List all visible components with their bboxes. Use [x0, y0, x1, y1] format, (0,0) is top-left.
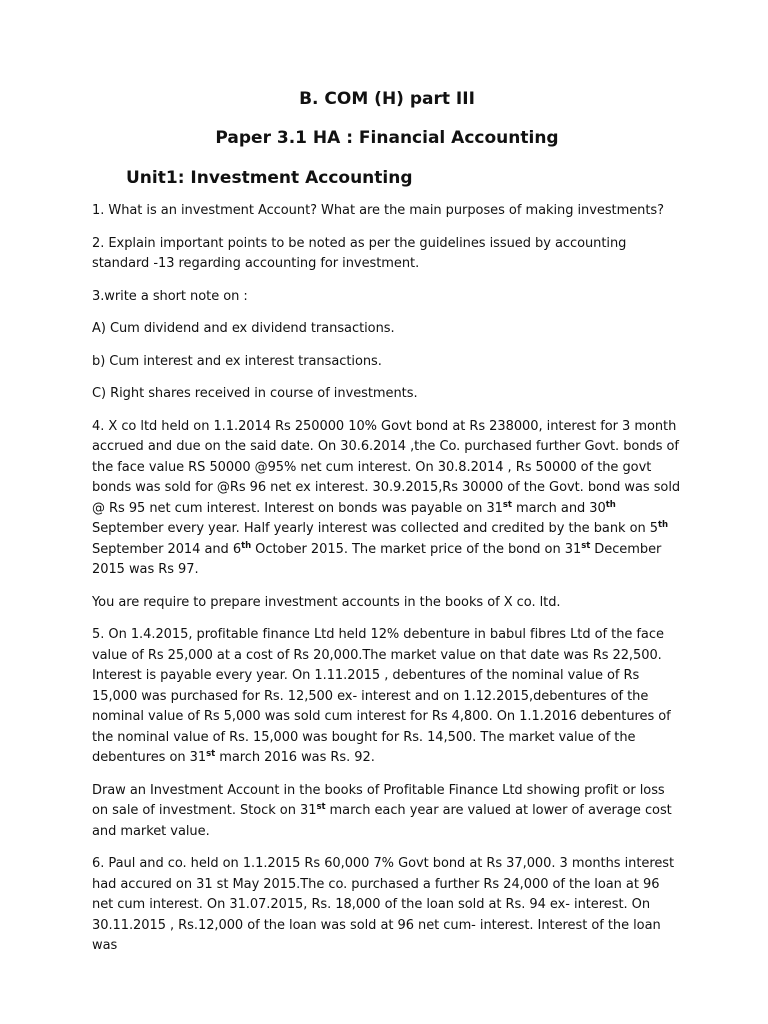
question-4-text: 4. X co ltd held on 1.1.2014 Rs 250000 10% Govt bond at Rs 238000, interest for 3 month accrued and due on the said date. On 30.6.2014 ,the Co. purchased further Govt. bonds of the face value RS 50000 @95% net cum interest. On 30.8.2014 , Rs 50000 of the govt bonds was sold for @Rs 96 net ex interest. 30.9.2015,Rs 30000 of the Govt. bond was sold @ Rs 95 net cum interest. Interest on bonds was payable on 31 [92, 418, 681, 516]
ordinal-suffix: st [316, 802, 326, 812]
ordinal-suffix: st [581, 540, 591, 551]
question-2: 2. Explain important points to be noted as per the guidelines issued by accounting standard -13 regarding accounting for investment. [92, 235, 627, 271]
course-title: B. COM (H) part III [299, 89, 475, 109]
question-5-instruction-text: march each year are valued at lower of average cost and market value. [92, 803, 672, 839]
paper-title: Paper 3.1 HA : Financial Accounting [215, 128, 559, 148]
question-4 [92, 417, 682, 581]
question-4-instruction: You are require to prepare investment accounts in the books of X co. ltd. [92, 594, 561, 610]
ordinal-suffix: st [502, 499, 512, 510]
question-3a: A) Cum dividend and ex dividend transactions. [92, 321, 395, 336]
question-4-text: march and 30 [511, 500, 606, 516]
question-1: 1. What is an investment Account? What are the main purposes of making investments? [92, 203, 664, 218]
question-4-text: October 2015. The market price of the bond on 31 [251, 541, 582, 557]
ordinal-suffix: th [241, 540, 252, 551]
question-5-instruction [92, 781, 682, 843]
question-5-instruction-text: Draw an Investment Account in the books of Profitable Finance Ltd showing profit or loss on sale of investment. Stock on 31 [92, 782, 665, 818]
question-4-text: December 2015 was Rs 97. [92, 541, 662, 577]
question-4-text: September 2014 and 6 [92, 541, 242, 557]
unit-title: Unit1: Investment Accounting [126, 168, 413, 188]
question-5-text: 5. On 1.4.2015, profitable finance Ltd held 12% debenture in babul fibres Ltd of the face value of Rs 25,000 at a cost of Rs 20,000.The market value on that date was Rs 22,500. Interest is payable every year. On 1.11.2015 , debentures of the nominal value of Rs 15,000 was purchased for Rs. 12,500 ex- interest and on 1.12.2015,debentures of the nominal value of Rs 5,000 was sold cum interest for Rs 4,800. On 1.1.2016 debentures of the nominal value of Rs. 15,000 was bought for Rs. 14,500. The market value of the debentures on 31 [92, 627, 671, 765]
ordinal-suffix: st [206, 749, 216, 759]
question-5-text: march 2016 was Rs. 92. [215, 750, 375, 765]
question-4-text: September every year. Half yearly interest was collected and credited by the bank on 5 [92, 521, 658, 536]
question-6: 6. Paul and co. held on 1.1.2015 Rs 60,000 7% Govt bond at Rs 37,000. 3 months interest had accured on 31 st May 2015.The co. purchased a further Rs 24,000 of the loan at 96 net cum interest. On 31.07.2015, Rs. 18,000 of the loan sold at Rs. 94 ex- interest. On 30.11.2015 , Rs.12,000 of the loan was sold at 96 net cum- interest. Interest of the loan was [92, 856, 675, 953]
question-3c: C) Right shares received in course of investments. [92, 386, 418, 401]
question-3b: b) Cum interest and ex interest transactions. [92, 353, 382, 369]
ordinal-suffix: th [657, 520, 668, 530]
ordinal-suffix: th [605, 499, 616, 510]
question-5 [92, 625, 682, 769]
question-3: 3.write a short note on : [92, 288, 248, 304]
